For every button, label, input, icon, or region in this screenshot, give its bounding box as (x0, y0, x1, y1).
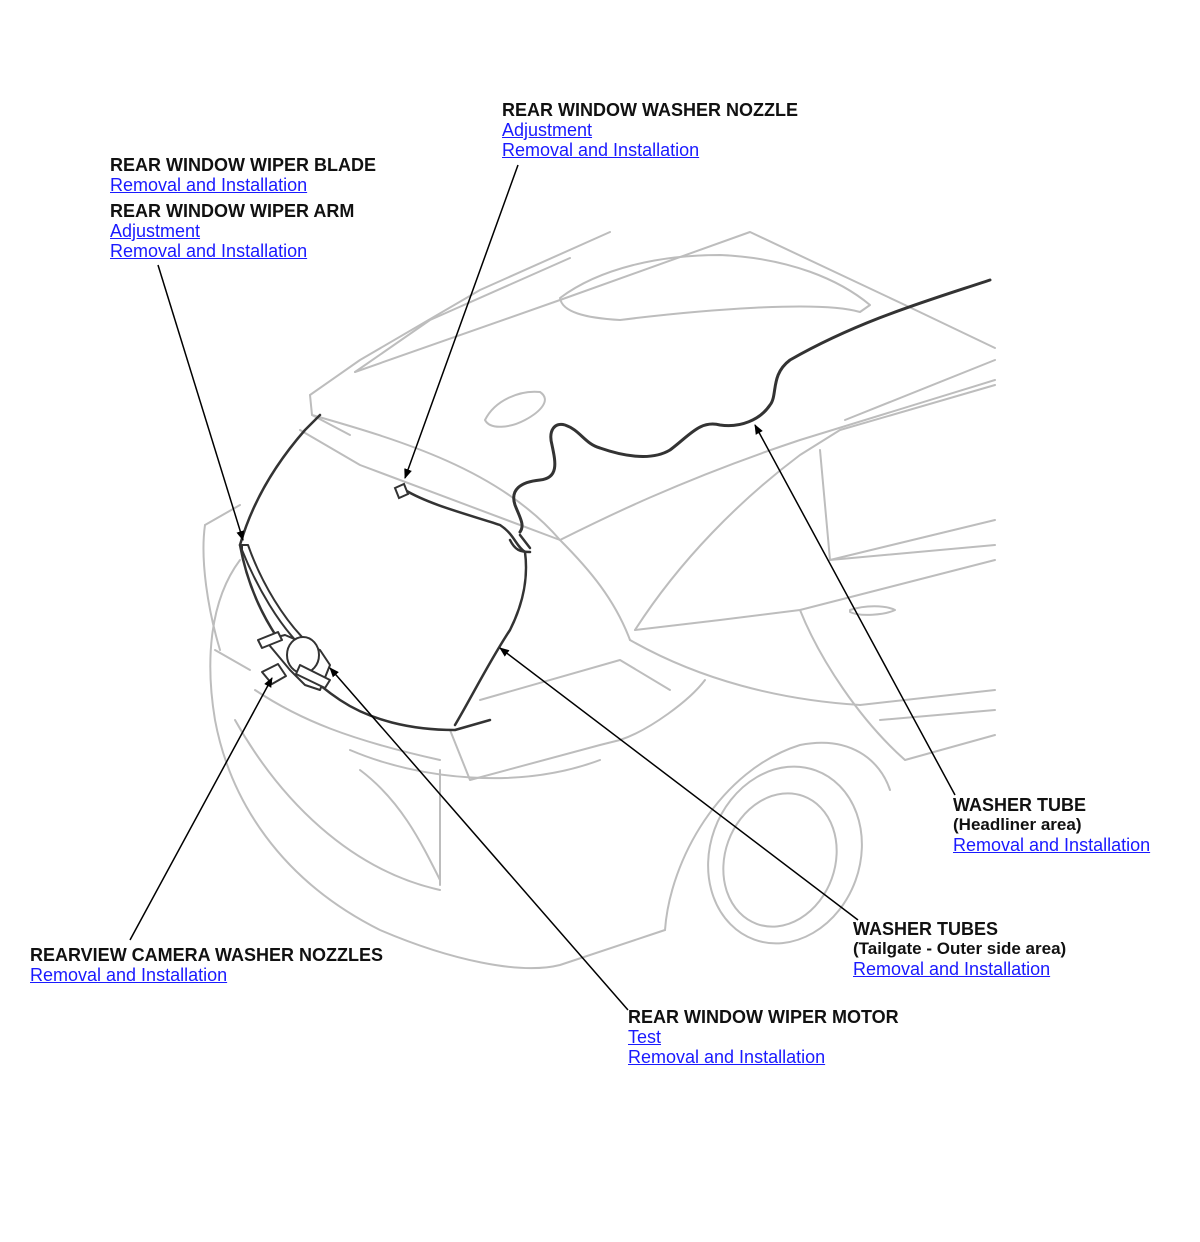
removal-installation-link[interactable]: Removal and Installation (628, 1047, 826, 1067)
wiper-arm-blade-part (242, 545, 330, 690)
removal-installation-link[interactable]: Removal and Installation (953, 835, 1151, 855)
callout-title: REAR WINDOW WIPER ARM (110, 201, 355, 221)
callout-rear-window-wiper-arm (110, 201, 354, 261)
callout-subtitle: (Headliner area) (953, 815, 1082, 834)
callout-rear-window-wiper-motor (628, 1007, 899, 1067)
adjustment-link[interactable]: Adjustment (502, 120, 593, 140)
callout-title: REAR WINDOW WASHER NOZZLE (502, 100, 798, 120)
camera-washer-nozzle-part (262, 664, 286, 684)
removal-installation-link[interactable]: Removal and Installation (853, 959, 1051, 979)
leader-camera-washer-nozzles (130, 678, 272, 940)
adjustment-link[interactable]: Adjustment (110, 221, 201, 241)
callout-title: WASHER TUBE (953, 795, 1087, 815)
removal-installation-link[interactable]: Removal and Installation (110, 241, 308, 261)
leader-washer-tube-headliner (755, 425, 955, 795)
callout-title: REAR WINDOW WIPER BLADE (110, 155, 376, 175)
callout-title: REARVIEW CAMERA WASHER NOZZLES (30, 945, 384, 965)
callout-subtitle: (Tailgate - Outer side area) (853, 939, 1067, 958)
callout-rear-window-wiper-blade (110, 155, 376, 195)
washer-tube-tailgate (405, 490, 530, 725)
removal-installation-link[interactable]: Removal and Installation (110, 175, 308, 195)
removal-installation-link[interactable]: Removal and Installation (30, 965, 228, 985)
test-link[interactable]: Test (628, 1027, 662, 1047)
callout-rearview-camera-washer-nozzles (30, 945, 383, 985)
leader-lines (130, 165, 955, 1010)
callout-rear-window-washer-nozzle (502, 100, 798, 160)
callout-washer-tubes-tailgate (853, 919, 1066, 979)
removal-installation-link[interactable]: Removal and Installation (502, 140, 700, 160)
washer-nozzle-part (395, 484, 408, 498)
leader-wiper-blade-arm (158, 265, 243, 540)
vehicle-body-outline (203, 232, 995, 968)
leader-washer-tubes-tailgate (500, 648, 858, 920)
callout-washer-tube-headliner (953, 795, 1150, 855)
callout-title: WASHER TUBES (853, 919, 999, 939)
callout-title: REAR WINDOW WIPER MOTOR (628, 1007, 899, 1027)
